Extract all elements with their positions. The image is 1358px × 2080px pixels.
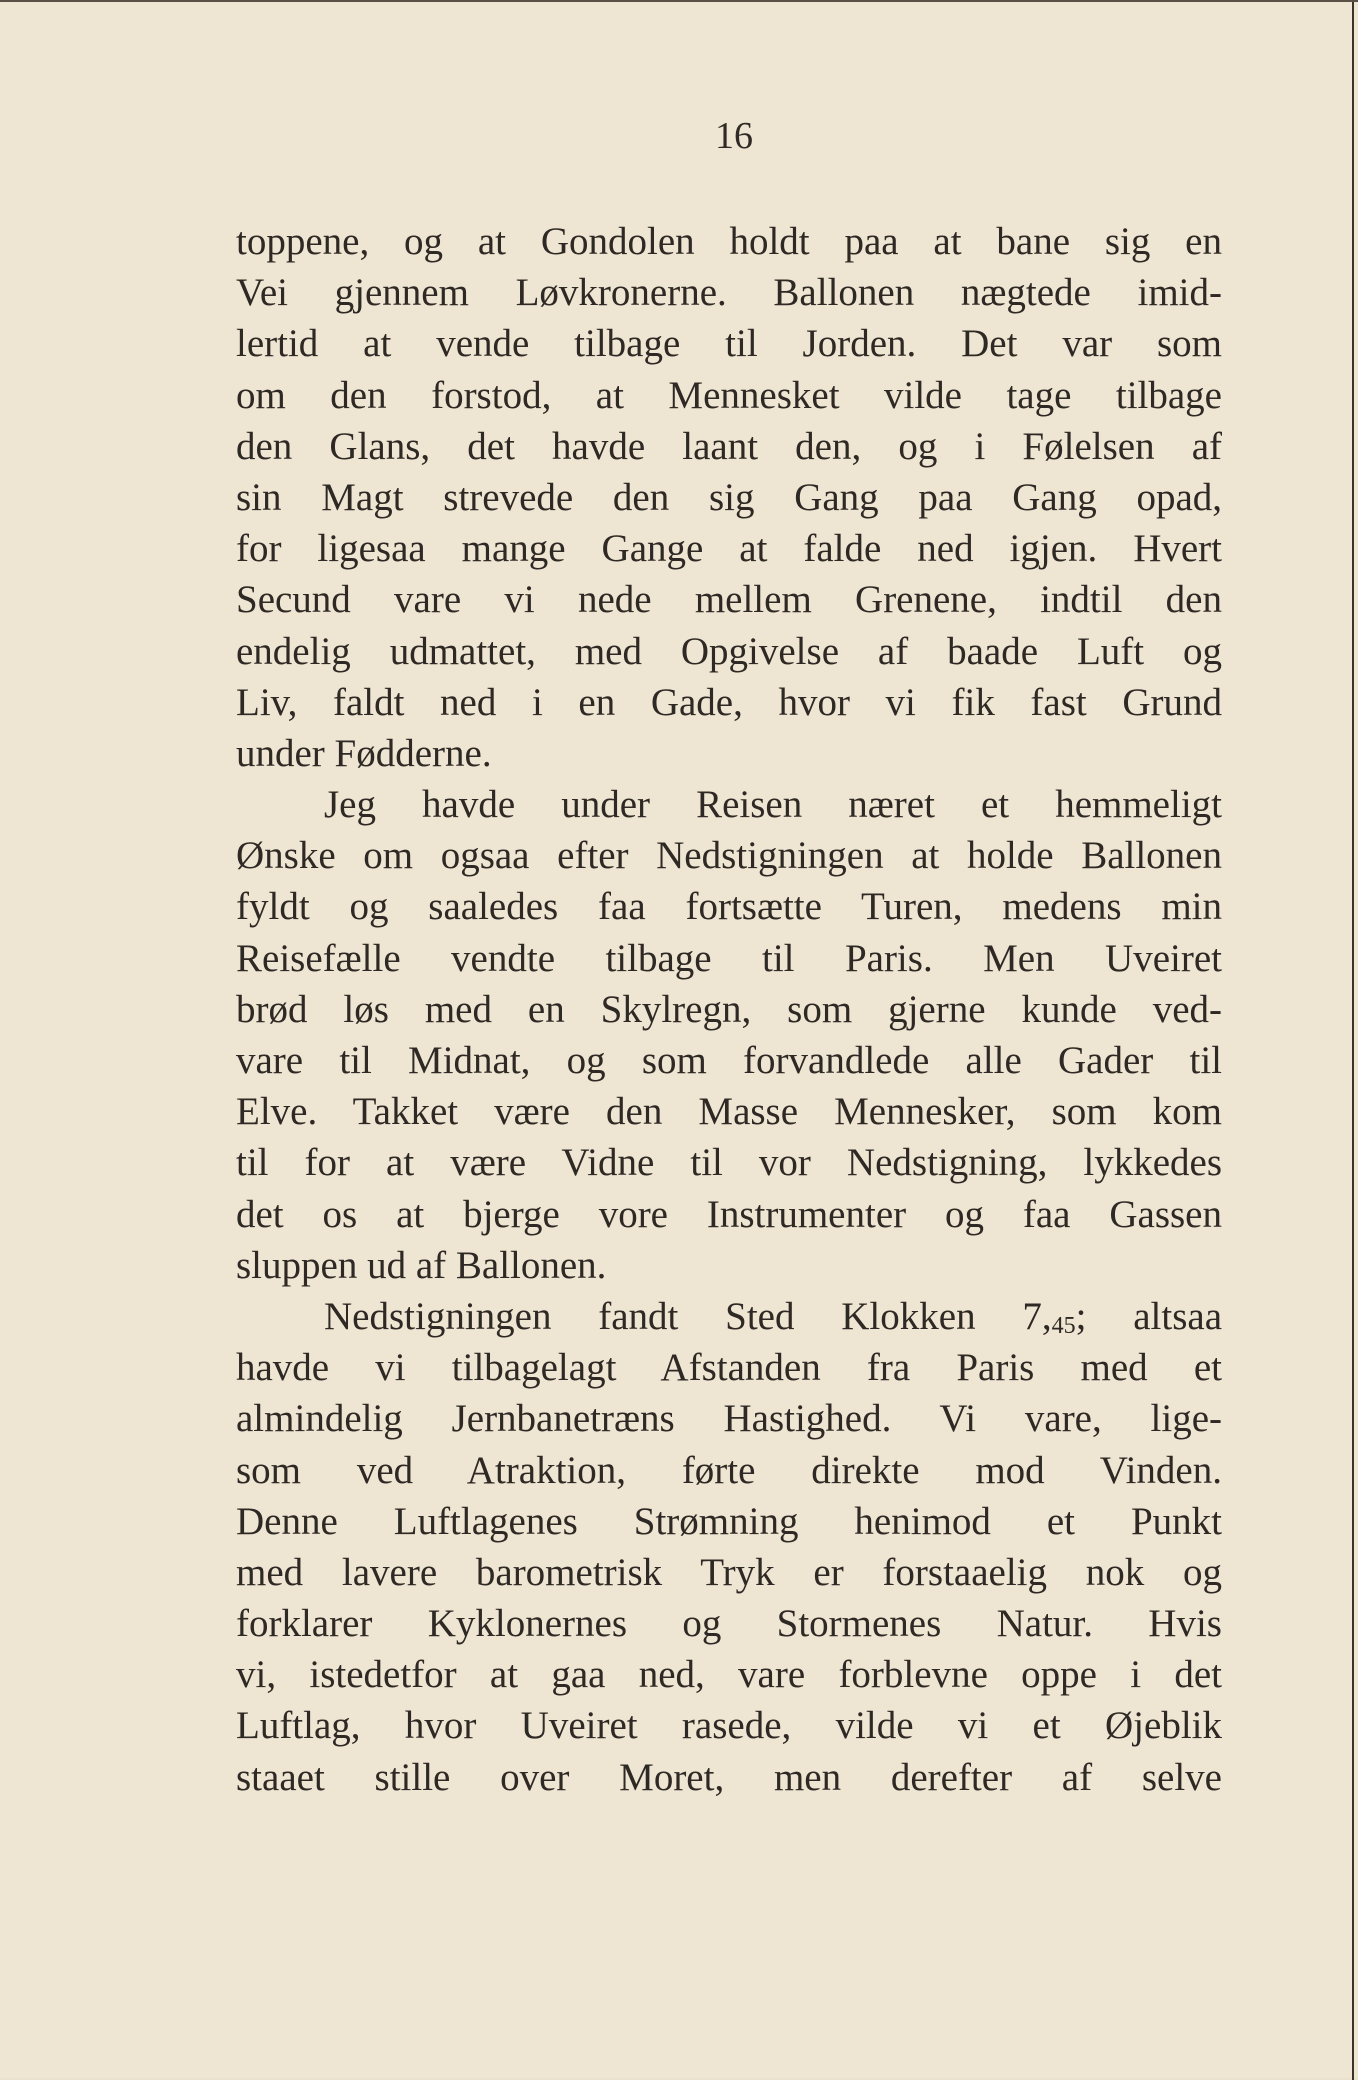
- text-line: almindelig Jernbanetræns Hastighed. Vi vare, lige-: [236, 1397, 1222, 1441]
- text-line: Vei gjennem Løvkronerne. Ballonen nægtede imid-: [236, 271, 1222, 315]
- text-line: havde vi tilbagelagt Afstanden fra Paris med et: [236, 1346, 1222, 1390]
- time-text-after: ; altsaa: [1075, 1294, 1222, 1338]
- text-line: staaet stille over Moret, men derefter af selve: [236, 1755, 1222, 1799]
- text-line-with-time: [236, 1291, 1222, 1342]
- text-line: forklarer Kyklonernes og Stormenes Natur. Hvis: [236, 1602, 1222, 1646]
- page-edge-line: [1352, 2, 1354, 2080]
- text-line: om den forstod, at Mennesket vilde tage tilbage: [236, 373, 1222, 417]
- text-line: Denne Luftlagenes Strømning henimod et Punkt: [236, 1499, 1222, 1543]
- text-line: til for at være Vidne til vor Nedstigning, lykkedes: [236, 1141, 1222, 1185]
- text-line: med lavere barometrisk Tryk er forstaaelig nok og: [236, 1550, 1222, 1594]
- text-line: endelig udmattet, med Opgivelse af baade Luft og: [236, 629, 1222, 673]
- text-line: sin Magt strevede den sig Gang paa Gang opad,: [236, 475, 1222, 519]
- text-line: brød løs med en Skylregn, som gjerne kunde ved-: [236, 987, 1222, 1031]
- text-line: vi, istedetfor at gaa ned, vare forblevne oppe i det: [236, 1653, 1222, 1697]
- text-line: lertid at vende tilbage til Jorden. Det var som: [236, 322, 1222, 366]
- text-line: sluppen ud af Ballonen.: [236, 1243, 607, 1287]
- time-subscript: 45: [1051, 1312, 1076, 1339]
- text-line: Elve. Takket være den Masse Mennesker, som kom: [236, 1090, 1222, 1134]
- text-line: toppene, og at Gondolen holdt paa at bane sig en: [236, 220, 1222, 263]
- text-line: fyldt og saaledes faa fortsætte Turen, medens min: [236, 885, 1222, 929]
- text-line: Luftlag, hvor Uveiret rasede, vilde vi et Øjeblik: [236, 1704, 1222, 1748]
- text-line: det os at bjerge vore Instrumenter og faa Gassen: [236, 1192, 1222, 1236]
- text-line: Ønske om ogsaa efter Nedstigningen at holde Ballonen: [236, 834, 1222, 878]
- text-line: Reisefælle vendte tilbage til Paris. Men Uveiret: [236, 936, 1222, 980]
- page-number: 16: [715, 115, 753, 157]
- text-line: som ved Atraktion, førte direkte mod Vinden.: [236, 1448, 1222, 1492]
- body-text: [236, 216, 1222, 1803]
- text-line: Secund vare vi nede mellem Grenene, indtil den: [236, 578, 1222, 622]
- text-line: den Glans, det havde laant den, og i Følelsen af: [236, 424, 1222, 468]
- text-line: under Fødderne.: [236, 731, 492, 775]
- text-line: vare til Midnat, og som forvandlede alle Gader til: [236, 1039, 1222, 1082]
- text-line: Jeg havde under Reisen næret et hemmeligt: [324, 783, 1222, 827]
- text-line: Liv, faldt ned i en Gade, hvor vi fik fast Grund: [236, 680, 1222, 724]
- time-text-before: Nedstigningen fandt Sted Klokken 7,: [324, 1294, 1052, 1338]
- text-line: for ligesaa mange Gange at falde ned igjen. Hvert: [236, 527, 1222, 571]
